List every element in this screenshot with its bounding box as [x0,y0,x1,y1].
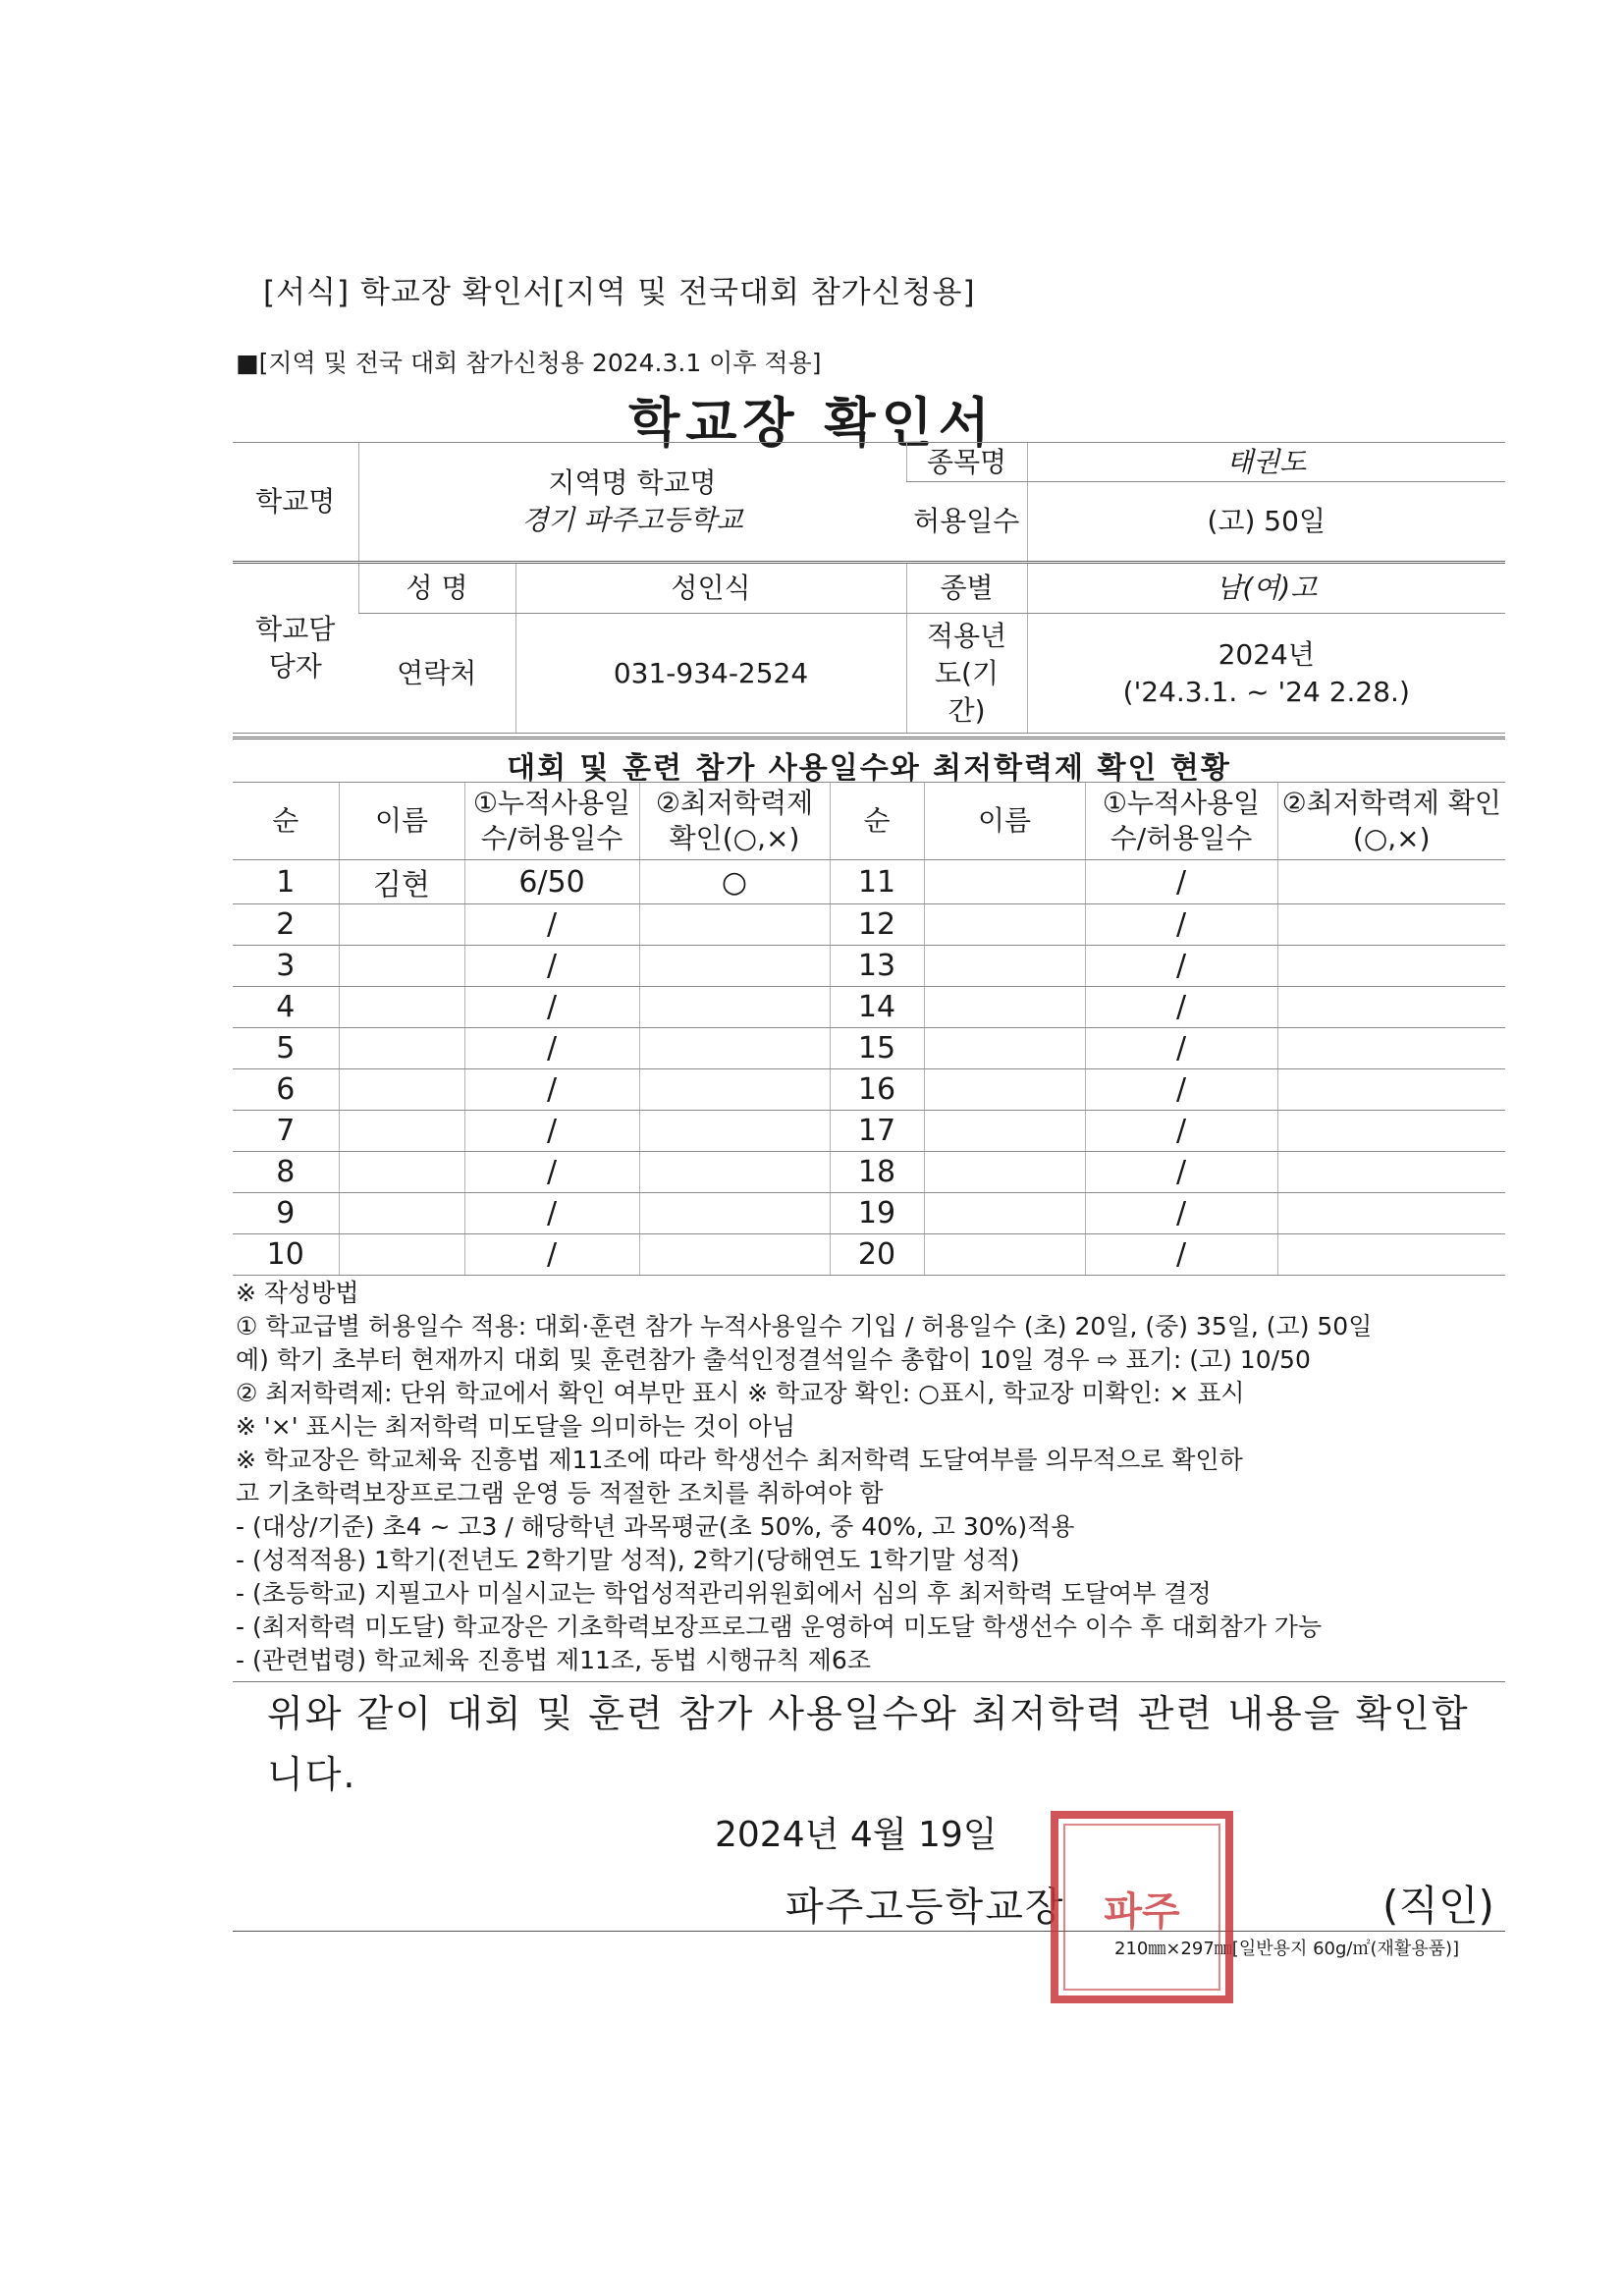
table-row [233,904,1505,946]
table-cell [1277,1111,1505,1152]
manager-label: 학교담당자 [233,563,358,734]
table-cell [639,1193,830,1234]
note-line: 예) 학기 초부터 현재까지 대회 및 훈련참가 출석인정결석일수 총합이 10일 경우 ⇨ 표기: (고) 10/50 [236,1345,1311,1374]
table-cell: / [1085,1028,1277,1069]
table-cell: / [1085,860,1277,904]
table-cell: 7 [233,1111,339,1152]
table-cell: 5 [233,1028,339,1069]
table-cell [1277,1152,1505,1193]
table-row [233,1111,1505,1152]
table-cell: / [1085,946,1277,987]
form-label: [서식] 학교장 확인서[지역 및 전국대회 참가신청용] [263,275,976,310]
note-line: ※ 학교장은 학교체육 진흥법 제11조에 따라 학생선수 최저학력 도달여부를 의무적으로 확인하 [236,1446,1243,1474]
table-row [233,987,1505,1028]
col-header: ①누적사용일수/허용일수 [464,783,639,860]
period-cell [1027,614,1505,734]
table-cell: 14 [830,987,924,1028]
status-header-row [233,783,1505,860]
table-cell: 16 [830,1069,924,1111]
sport-value: 태권도 [1027,443,1505,482]
table-cell [924,1069,1085,1111]
col-header: 순 [233,783,339,860]
table-cell: 4 [233,987,339,1028]
table-cell: / [1085,1111,1277,1152]
table-cell: / [464,987,639,1028]
table-cell [339,1111,464,1152]
table-cell: 15 [830,1028,924,1069]
note-line: 고 기초학력보장프로그램 운영 등 적절한 조치를 취하여야 함 [236,1479,884,1507]
table-cell [339,1234,464,1276]
col-header: 이름 [924,783,1085,860]
status-title: 대회 및 훈련 참가 사용일수와 최저학력제 확인 현황 [233,737,1505,787]
allowed-value: (고) 50일 [1027,482,1505,563]
sport-label: 종목명 [906,443,1027,482]
table-cell: 17 [830,1111,924,1152]
note-line: - (성적적용) 1학기(전년도 2학기말 성적), 2학기(당해연도 1학기말 성적) [236,1546,1020,1574]
note-line: - (최저학력 미도달) 학교장은 기초학력보장프로그램 운영하여 미도달 학생선수 이수 후 대회참가 가능 [236,1613,1323,1641]
table-row [233,1152,1505,1193]
col-header: 순 [830,783,924,860]
table-cell: / [464,1234,639,1276]
table-cell [924,1234,1085,1276]
contact-label: 연락처 [358,614,515,734]
official-seal-stamp [1049,1809,1235,2005]
table-cell [1277,1069,1505,1111]
table-cell [1277,1234,1505,1276]
table-cell: / [1085,904,1277,946]
period-label: 적용년도(기간) [906,614,1027,734]
table-cell [924,946,1085,987]
table-cell: 8 [233,1152,339,1193]
period-range: ('24.3.1. ~ '24 2.28.) [1122,675,1410,708]
note-line: ※ '×' 표시는 최저학력 미도달을 의미하는 것이 아님 [236,1412,796,1441]
table-row [233,1234,1505,1276]
school-label: 학교명 [233,443,358,563]
name-label: 성 명 [358,563,515,614]
table-cell: / [464,1069,639,1111]
table-cell: 3 [233,946,339,987]
table-cell [339,1152,464,1193]
table-cell: 20 [830,1234,924,1276]
table-cell [1277,1028,1505,1069]
table-cell [639,946,830,987]
table-cell: / [1085,987,1277,1028]
table-cell: / [464,1152,639,1193]
table-cell [1277,946,1505,987]
table-cell: 19 [830,1193,924,1234]
name-value: 성인식 [515,563,906,614]
table-cell: / [1085,1234,1277,1276]
table-cell: / [464,1193,639,1234]
table-cell [924,860,1085,904]
school-hint: 지역명 학교명 [548,466,717,499]
seal-text: 파주 [1104,1888,1180,1935]
table-cell: / [464,904,639,946]
school-cell [358,443,906,563]
table-cell: 2 [233,904,339,946]
table-row [233,946,1505,987]
allowed-label: 허용일수 [906,482,1027,563]
table-cell [339,1028,464,1069]
table-cell [924,1193,1085,1234]
table-cell: 6/50 [464,860,639,904]
table-cell: 12 [830,904,924,946]
table-cell [639,1152,830,1193]
applies-note: ■[지역 및 전국 대회 참가신청용 2024.3.1 이후 적용] [236,349,822,377]
gender-value: 남(여)고 [1027,563,1505,614]
issue-date: 2024년 4월 19일 [715,1815,998,1855]
table-cell [639,1111,830,1152]
table-cell: ○ [639,860,830,904]
table-cell: 1 [233,860,339,904]
table-cell [639,1069,830,1111]
table-cell [339,1193,464,1234]
table-cell [339,1069,464,1111]
table-cell [1277,860,1505,904]
note-line: ② 최저학력제: 단위 학교에서 확인 여부만 표시 ※ 학교장 확인: ○표시, 학교장 미확인: × 표시 [236,1379,1245,1407]
note-line: - (관련법령) 학교체육 진흥법 제11조, 동법 시행규칙 제6조 [236,1646,871,1674]
paper-spec: 210㎜×297㎜[일반용지 60g/㎡(재활용품)] [1114,1939,1460,1959]
notes [236,1277,1512,1677]
school-value: 경기 파주고등학교 [521,504,743,536]
table-cell [339,987,464,1028]
table-row [233,1193,1505,1234]
status-table [233,782,1505,1276]
confirmation-text: 위와 같이 대회 및 훈련 참가 사용일수와 최저학력 관련 내용을 확인합니다. [267,1692,1470,1796]
signer-name: 파주고등학교장 [785,1885,1065,1930]
table-cell [339,946,464,987]
table-cell [924,1152,1085,1193]
table-cell [1277,1193,1505,1234]
table-cell: 18 [830,1152,924,1193]
table-cell: / [464,946,639,987]
info-table [233,442,1505,734]
table-cell [1277,904,1505,946]
table-cell: 11 [830,860,924,904]
note-line: ※ 작성방법 [236,1279,359,1307]
table-row [233,1028,1505,1069]
period-year: 2024년 [1218,637,1315,671]
table-cell: 9 [233,1193,339,1234]
table-cell: 김현 [339,860,464,904]
table-cell: / [1085,1193,1277,1234]
table-cell [639,1028,830,1069]
table-cell [924,987,1085,1028]
table-cell: / [1085,1069,1277,1111]
table-cell [639,987,830,1028]
col-header: ②최저학력제 확인(○,×) [1277,783,1505,860]
table-cell: / [1085,1152,1277,1193]
note-line: - (초등학교) 지필고사 미실시교는 학업성적관리위원회에서 심의 후 최저학력 도달여부 결정 [236,1579,1212,1608]
table-cell [924,1111,1085,1152]
table-cell: 13 [830,946,924,987]
divider [233,1681,1505,1682]
table-row [233,860,1505,904]
table-cell [639,904,830,946]
note-line: - (대상/기준) 초4 ~ 고3 / 해당학년 과목평균(초 50%, 중 40%, 고 30%)적용 [236,1512,1075,1541]
table-cell: / [464,1028,639,1069]
table-cell: 6 [233,1069,339,1111]
col-header: ①누적사용일수/허용일수 [1085,783,1277,860]
table-cell [339,904,464,946]
table-cell [639,1234,830,1276]
col-header: ②최저학력제 확인(○,×) [639,783,830,860]
note-line: ① 학교급별 허용일수 적용: 대회·훈련 참가 누적사용일수 기입 / 허용일수 (초) 20일, (중) 35일, (고) 50일 [236,1312,1373,1340]
table-cell [924,904,1085,946]
gender-label: 종별 [906,563,1027,614]
contact-value: 031-934-2524 [515,614,906,734]
status-body [233,860,1505,1276]
seal-label: (직인) [1382,1882,1494,1930]
table-cell [1277,987,1505,1028]
page-title: 학교장 확인서 [628,392,996,454]
table-cell: / [464,1111,639,1152]
table-cell: 10 [233,1234,339,1276]
col-header: 이름 [339,783,464,860]
table-row [233,1069,1505,1111]
divider [233,1931,1505,1932]
table-cell [924,1028,1085,1069]
